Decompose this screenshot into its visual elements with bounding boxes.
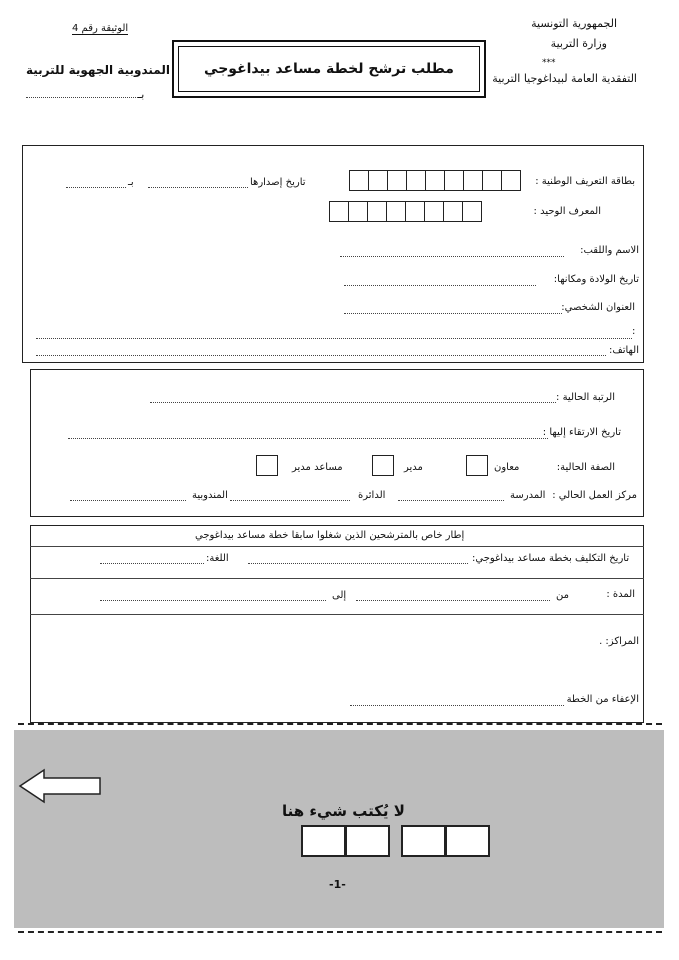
separator-stars: *** bbox=[542, 58, 556, 68]
rank-field[interactable] bbox=[150, 402, 556, 403]
regional-field[interactable] bbox=[70, 500, 186, 501]
district-field[interactable] bbox=[230, 500, 350, 501]
status-option-director: مدير bbox=[404, 462, 423, 473]
divider bbox=[30, 614, 644, 615]
national-id-digit[interactable] bbox=[406, 170, 426, 191]
national-id-digit[interactable] bbox=[444, 170, 464, 191]
unique-id-digit[interactable] bbox=[405, 201, 425, 222]
divider bbox=[30, 546, 644, 547]
birth-field[interactable] bbox=[344, 285, 536, 286]
assign-date-field[interactable] bbox=[248, 563, 468, 564]
national-id-digit[interactable] bbox=[425, 170, 445, 191]
arrow-left-icon bbox=[18, 768, 102, 804]
status-option-assistant-director: مساعد مدير bbox=[292, 462, 343, 473]
workplace-label: مركز العمل الحالي : bbox=[552, 490, 637, 501]
address-continuation-colon: : bbox=[632, 326, 636, 337]
regional-label: المندوبية bbox=[192, 490, 228, 501]
birth-label: تاريخ الولادة ومكانها: bbox=[553, 274, 639, 285]
top-dashed-cut-line bbox=[18, 723, 662, 725]
issue-place-field[interactable] bbox=[66, 187, 126, 188]
unique-id-digit[interactable] bbox=[348, 201, 368, 222]
unique-id-digit[interactable] bbox=[386, 201, 406, 222]
title-box bbox=[172, 40, 486, 98]
admin-code-box bbox=[401, 825, 446, 857]
school-field[interactable] bbox=[398, 500, 504, 501]
divider bbox=[30, 578, 644, 579]
unique-id-digit[interactable] bbox=[462, 201, 482, 222]
issue-place-prefix: بـ bbox=[128, 177, 134, 188]
national-id-digit[interactable] bbox=[368, 170, 388, 191]
admin-code-box bbox=[301, 825, 346, 857]
unique-id-digit[interactable] bbox=[367, 201, 387, 222]
school-label: المدرسة bbox=[510, 490, 546, 501]
national-id-digit[interactable] bbox=[349, 170, 369, 191]
period-to-field[interactable] bbox=[100, 600, 326, 601]
promotion-date-field[interactable] bbox=[68, 438, 548, 439]
status-assistant-director-checkbox[interactable] bbox=[256, 455, 278, 476]
status-option-assistant: معاون bbox=[494, 462, 520, 473]
period-from-label: من bbox=[556, 590, 569, 601]
issue-date-field[interactable] bbox=[148, 187, 248, 188]
issue-date-label: تاريخ إصدارها bbox=[250, 177, 306, 188]
unique-id-digit[interactable] bbox=[329, 201, 349, 222]
title-inner-frame bbox=[178, 46, 480, 92]
status-director-checkbox[interactable] bbox=[372, 455, 394, 476]
rank-label: الرتبة الحالية : bbox=[556, 392, 615, 403]
full-name-field[interactable] bbox=[340, 256, 564, 257]
unique-id-digit[interactable] bbox=[443, 201, 463, 222]
status-label: الصفة الحالية: bbox=[556, 462, 615, 473]
status-assistant-checkbox[interactable] bbox=[466, 455, 488, 476]
address-field-2[interactable] bbox=[36, 338, 632, 339]
district-label: الدائرة bbox=[358, 490, 386, 501]
do-not-write-notice: لا يُكتب شيء هنا bbox=[282, 802, 405, 820]
admin-code-boxes-right bbox=[402, 825, 490, 857]
period-from-field[interactable] bbox=[356, 600, 550, 601]
national-id-label: بطاقة التعريف الوطنية : bbox=[535, 176, 635, 187]
ministry-label: وزارة التربية bbox=[550, 37, 607, 50]
national-id-boxes[interactable] bbox=[350, 170, 521, 191]
phone-label: الهاتف: bbox=[609, 345, 639, 356]
unique-id-digit[interactable] bbox=[424, 201, 444, 222]
page-number: -1- bbox=[329, 878, 346, 891]
period-to-label: إلى bbox=[332, 590, 347, 601]
full-name-label: الاسم واللقب: bbox=[580, 245, 639, 256]
unique-id-label: المعرف الوحيد : bbox=[533, 206, 601, 217]
regional-office-field[interactable] bbox=[26, 97, 138, 98]
previous-assistant-header: إطار خاص بالمترشحين الذين شغلوا سابقا خطة مساعد بيداغوجي bbox=[195, 530, 465, 541]
national-id-digit[interactable] bbox=[387, 170, 407, 191]
address-label: العنوان الشخصي: bbox=[561, 302, 635, 313]
bottom-dashed-cut-line bbox=[18, 931, 662, 933]
language-label: اللغة: bbox=[206, 553, 229, 564]
form-title: مطلب ترشح لخطة مساعد بيداغوجي bbox=[204, 61, 454, 77]
document-number: الوثيقة رقم 4 bbox=[72, 23, 129, 34]
admin-code-boxes-left bbox=[302, 825, 390, 857]
language-field[interactable] bbox=[100, 563, 204, 564]
exemption-label: الإعفاء من الخطة bbox=[566, 694, 639, 705]
assign-date-label: تاريخ التكليف بخطة مساعد بيداغوجي: bbox=[472, 553, 630, 564]
national-id-digit[interactable] bbox=[463, 170, 483, 191]
inspection-label: التفقدية العامة لبيداغوجيا التربية bbox=[492, 72, 637, 85]
regional-office-prefix: بـ bbox=[138, 88, 145, 101]
exemption-field[interactable] bbox=[350, 705, 564, 706]
national-id-digit[interactable] bbox=[501, 170, 521, 191]
national-id-digit[interactable] bbox=[482, 170, 502, 191]
admin-code-box bbox=[445, 825, 490, 857]
centers-label: المراكز: . bbox=[599, 636, 639, 647]
phone-field[interactable] bbox=[36, 355, 606, 356]
regional-office-label: المندوبية الجهوية للتربية bbox=[26, 63, 170, 77]
unique-id-boxes[interactable] bbox=[330, 201, 482, 222]
promotion-date-label: تاريخ الارتقاء إليها : bbox=[542, 427, 621, 438]
period-label: المدة : bbox=[606, 589, 635, 600]
admin-code-box bbox=[345, 825, 390, 857]
address-field[interactable] bbox=[344, 313, 562, 314]
republic-label: الجمهورية التونسية bbox=[531, 17, 617, 30]
